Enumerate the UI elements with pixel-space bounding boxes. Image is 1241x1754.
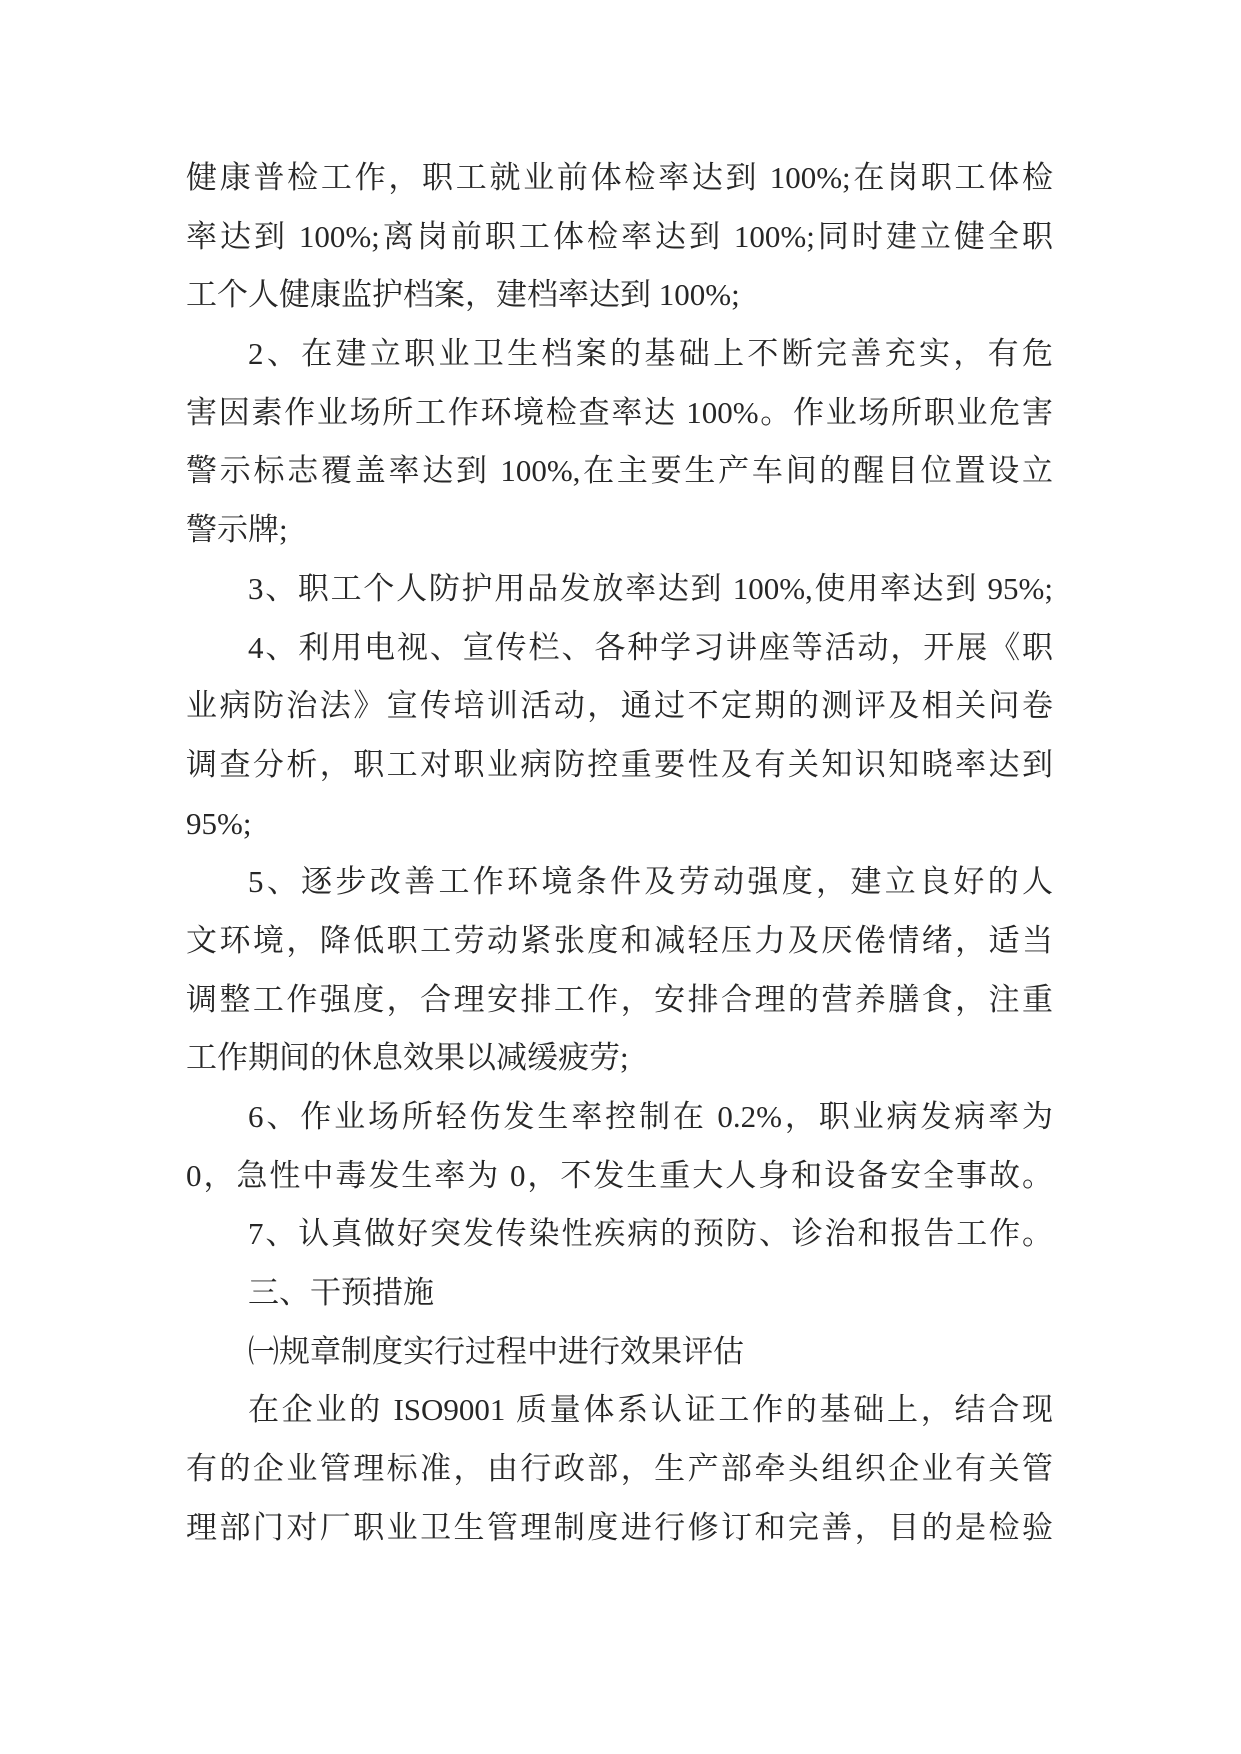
- text-line: 调查分析，职工对职业病防控重要性及有关知识知晓率达到: [186, 746, 1053, 782]
- text-line: 工个人健康监护档案，建档率达到 100%;: [186, 277, 740, 313]
- text-line: 害因素作业场所工作环境检查率达 100%。作业场所职业危害: [186, 394, 1053, 430]
- text-line: 健康普检工作，职工就业前体检率达到 100%;在岗职工体检: [186, 160, 1053, 195]
- text-line: 6、作业场所轻伤发生率控制在 0.2%，职业病发病率为: [248, 1099, 1053, 1134]
- text-line: 0，急性中毒发生率为 0，不发生重大人身和设备安全事故。: [186, 1157, 1053, 1193]
- text-line: 警示牌;: [186, 512, 288, 548]
- text-line: 率达到 100%;离岗前职工体检率达到 100%;同时建立健全职: [186, 218, 1053, 254]
- text-line: 有的企业管理标准，由行政部，生产部牵头组织企业有关管: [186, 1451, 1053, 1487]
- text-line: 3、职工个人防护用品发放率达到 100%,使用率达到 95%;: [248, 570, 1053, 606]
- text-line: 4、利用电视、宣传栏、各种学习讲座等活动，开展《职: [248, 629, 1053, 665]
- text-line: 2、在建立职业卫生档案的基础上不断完善充实，有危: [248, 336, 1053, 372]
- document-body: [186, 149, 1053, 1558]
- text-line: 业病防治法》宣传培训活动，通过不定期的测评及相关问卷: [186, 688, 1053, 724]
- text-line: 7、认真做好突发传染性疾病的预防、诊治和报告工作。: [248, 1216, 1053, 1252]
- text-line: 理部门对厂职业卫生管理制度进行修订和完善，目的是检验: [186, 1509, 1053, 1545]
- text-line: 5、逐步改善工作环境条件及劳动强度，建立良好的人: [248, 864, 1053, 900]
- text-line: 工作期间的休息效果以减缓疲劳;: [186, 1040, 629, 1076]
- text-line: 警示标志覆盖率达到 100%,在主要生产车间的醒目位置设立: [186, 453, 1053, 489]
- text-line: 文环境，降低职工劳动紧张度和减轻压力及厌倦情绪，适当: [186, 922, 1053, 958]
- text-line: 调整工作强度，合理安排工作，安排合理的营养膳食，注重: [186, 981, 1053, 1017]
- text-line: 在企业的 ISO9001 质量体系认证工作的基础上，结合现: [248, 1392, 1053, 1428]
- text-line: 95%;: [186, 805, 252, 841]
- text-line: ㈠规章制度实行过程中进行效果评估: [248, 1333, 744, 1369]
- text-line: 三、干预措施: [248, 1275, 434, 1311]
